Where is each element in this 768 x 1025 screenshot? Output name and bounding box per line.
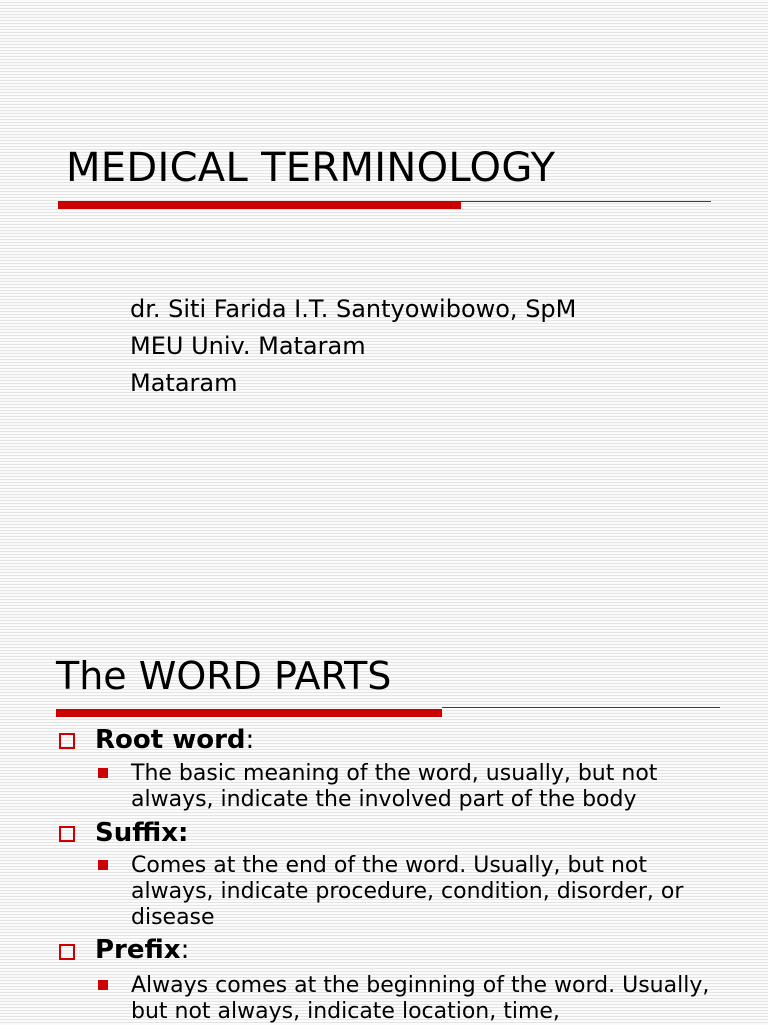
hollow-square-bullet-icon [59,944,75,960]
heading-underline-thick [56,709,442,717]
term-description: The basic meaning of the word, usually, but not always, indicate the involved part of the body [131,761,658,812]
author-name: dr. Siti Farida I.T. Santyowibowo, SpM [130,295,577,323]
term-label [95,725,254,755]
term-punct: : [245,725,255,755]
author-affiliation: MEU Univ. Mataram [130,332,366,360]
heading-underline-thin [442,707,720,708]
word-parts-heading: The WORD PARTS [56,654,392,698]
filled-square-bullet-icon [98,768,108,778]
filled-square-bullet-icon [98,860,108,870]
term-description: Comes at the end of the word. Usually, but not always, indicate procedure, condition, disorder, or disease [131,853,684,930]
author-city: Mataram [130,369,238,397]
term-description: Always comes at the beginning of the word. Usually, but not always, indicate location, time, [131,973,710,1024]
filled-square-bullet-icon [98,980,108,990]
term-name: Root word [95,725,246,755]
term-name: Suffix: [95,818,189,848]
term-label [95,935,189,965]
term-label [95,818,188,848]
slide-title-heading: MEDICAL TERMINOLOGY [66,145,556,191]
term-name: Prefix [95,935,181,965]
hollow-square-bullet-icon [59,733,75,749]
hollow-square-bullet-icon [59,826,75,842]
term-punct: : [180,935,190,965]
